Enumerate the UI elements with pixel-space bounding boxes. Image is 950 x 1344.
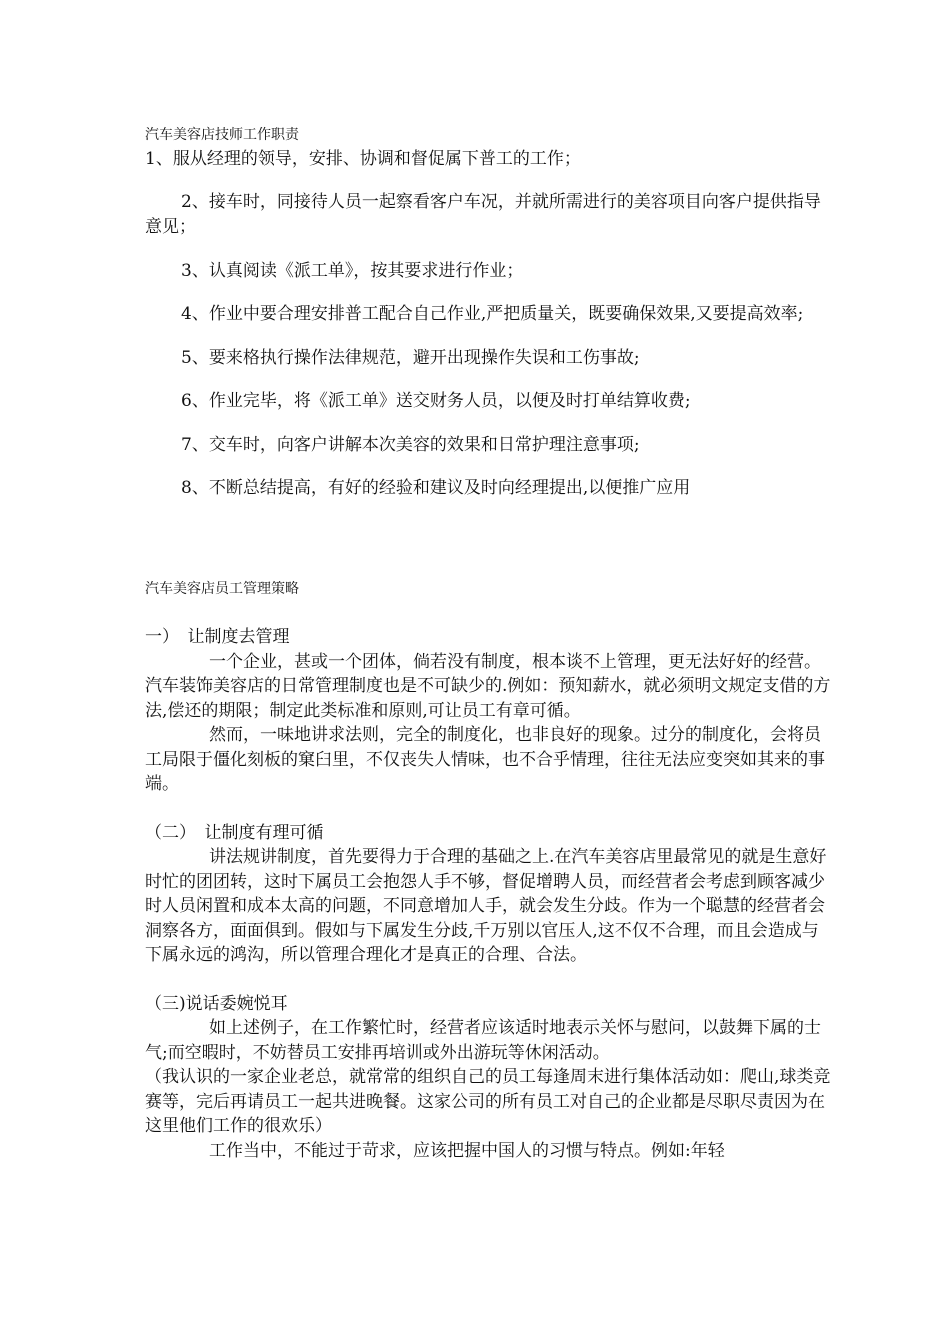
duty-item-2: 2、接车时，同接待人员一起察看客户车况，并就所需进行的美容项目向客户提供指导意见； bbox=[145, 191, 821, 237]
paragraph: 然而，一味地讲求法则，完全的制度化，也非良好的现象。过分的制度化，会将员工局限于僵化刻板的窠臼里，不仅丧失人情味，也不合乎情理，往往无法应变突如其来的事端。 bbox=[145, 725, 825, 794]
subsection-heading-3: （三)说话委婉悦耳 bbox=[145, 993, 288, 1014]
paragraph: 工作当中，不能过于苛求，应该把握中国人的习惯与特点。例如:年轻 bbox=[209, 1140, 725, 1161]
paragraph: 如上述例子，在工作繁忙时，经营者应该适时地表示关怀与慰问，以鼓舞下属的士气;而空暇时，不妨替员工安排再培训或外出游玩等休闲活动。 bbox=[145, 1018, 821, 1063]
subsection-heading-1: 一） 让制度去管理 bbox=[145, 627, 290, 647]
section1-title: 汽车美容店技师工作职责 bbox=[145, 127, 299, 143]
duty-item-6: 6、作业完毕，将《派工单》送交财务人员，以便及时打单结算收费; bbox=[181, 391, 691, 411]
paragraph: 一个企业，甚或一个团体，倘若没有制度，根本谈不上管理，更无法好好的经营。汽车装饰美容店的日常管理制度也是不可缺少的.例如：预知薪水，就必须明文规定支借的方法,偿还的期限；制定此类标准和原则,可让员工有章可循。 bbox=[145, 651, 831, 721]
paragraph: （我认识的一家企业老总，就常常的组织自己的员工每逢周末进行集体活动如：爬山,球类竞赛等，完后再请员工一起共进晚餐。这家公司的所有员工对自己的企业都是尽职尽责因为在这里他们工作的很欢乐） bbox=[145, 1067, 831, 1136]
duty-item-1: 1、服从经理的领导，安排、协调和督促属下普工的工作； bbox=[145, 149, 581, 169]
subsection-heading-2: （二） 让制度有理可循 bbox=[145, 822, 324, 843]
management-body bbox=[145, 625, 835, 1163]
duty-item-8: 8、不断总结提高，有好的经验和建议及时向经理提出,以便推广应用 bbox=[181, 478, 691, 498]
duty-item-5: 5、要来格执行操作法律规范，避开出现操作失误和工伤事故; bbox=[181, 347, 640, 368]
duty-item-4: 4、作业中要合理安排普工配合自己作业,严把质量关，既要确保效果,又要提高效率; bbox=[181, 304, 804, 324]
section2-title: 汽车美容店员工管理策略 bbox=[145, 581, 299, 597]
duties-list bbox=[145, 147, 835, 520]
duty-item-7: 7、交车时，向客户讲解本次美容的效果和日常护理注意事项; bbox=[181, 434, 640, 455]
paragraph: 讲法规讲制度，首先要得力于合理的基础之上.在汽车美容店里最常见的就是生意好时忙的团团转，这时下属员工会抱怨人手不够，督促增聘人员，而经营者会考虑到顾客减少时人员闲置和成本太高的问题，不同意增加人手，就会发生分歧。作为一个聪慧的经营者会洞察各方，面面俱到。假如与下属发生分歧,千万别以官压人,这不仅不合理，而且会造成与下属永远的鸿沟，所以管理合理化才是真正的合理、合法。 bbox=[145, 847, 827, 965]
duty-item-3: 3、认真阅读《派工单》，按其要求进行作业； bbox=[181, 260, 524, 281]
